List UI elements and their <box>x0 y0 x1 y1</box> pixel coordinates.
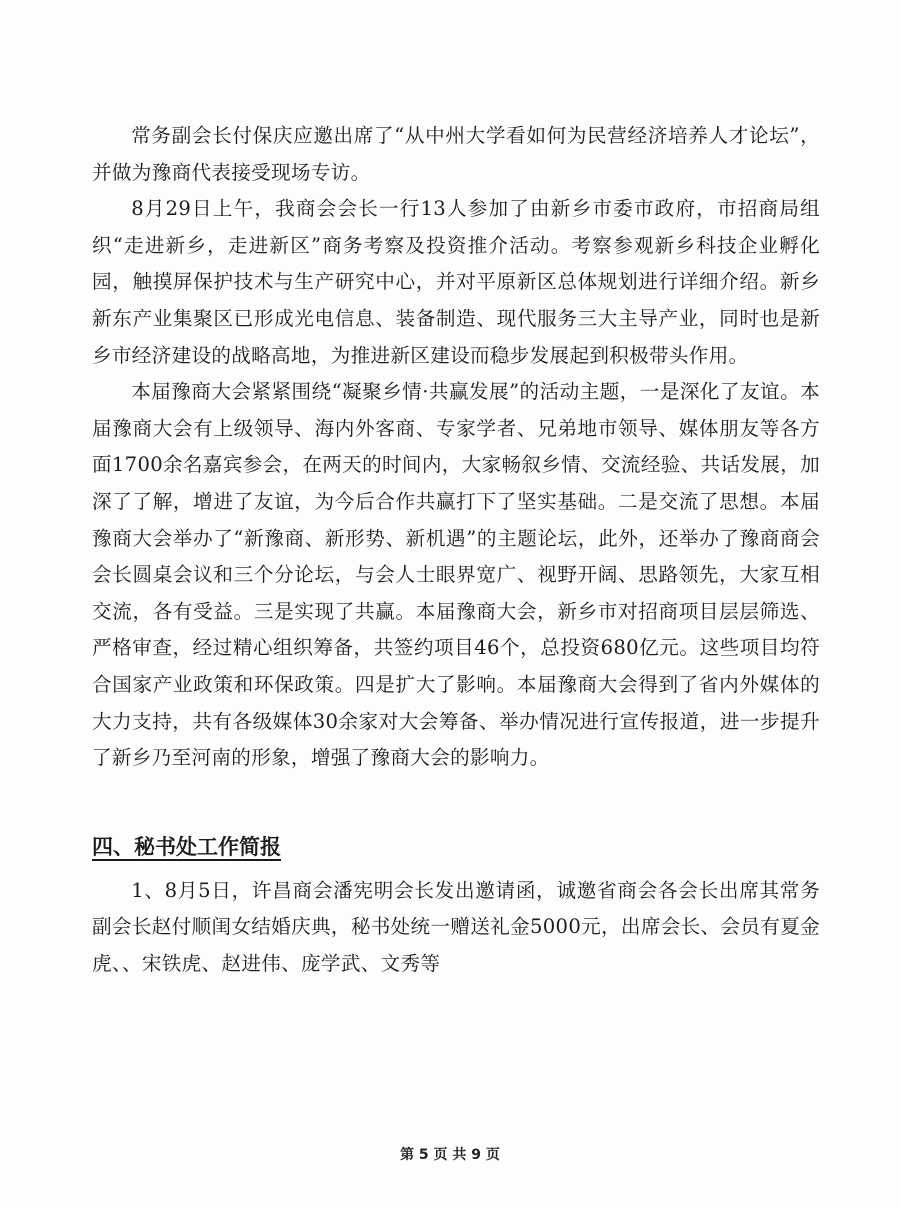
page-footer: 第 5 页 共 9 页 <box>400 1147 500 1163</box>
paragraph-secretariat-item-1: 1、8月5日，许昌商会潘宪明会长发出邀请函，诚邀省商会各会长出席其常务副会长赵付顺闺女结婚庆典，秘书处统一赠送礼金5000元，出席会长、会员有夏金虎、、宋铁虎、赵进伟、庞学武、文秀等 <box>92 878 820 975</box>
paragraph-conference-summary: 本届豫商大会紧紧围绕“凝聚乡情·共赢发展”的活动主题，一是深化了友谊。本届豫商大会有上级领导、海内外客商、专家学者、兄弟地市领导、媒体朋友等各方面1700余名嘉宾参会，在两天的时间内，大家畅叙乡情、交流经验、共话发展，加深了了解，增进了友谊，为今后合作共赢打下了坚实基础。二是交流了思想。本届豫商大会举办了“新豫商、新形势、新机遇”的主题论坛，此外，还举办了豫商商会会长圆桌会议和三个分论坛，与会人士眼界宽广、视野开阔、思路领先，大家互相交流，各有受益。三是实现了共赢。本届豫商大会，新乡市对招商项目层层筛选、严格审查，经过精心组织筹备，共签约项目46个，总投资680亿元。这些项目均符合国家产业政策和环保政策。四是扩大了影响。本届豫商大会得到了省内外媒体的大力支持，共有各级媒体30余家对大会筹备、举办情况进行宣传报道，进一步提升了新乡乃至河南的形象，增强了豫商大会的影响力。 <box>92 380 820 770</box>
paragraph-forum: 常务副会长付保庆应邀出席了“从中州大学看如何为民营经济培养人才论坛”，并做为豫商代表接受现场专访。 <box>92 124 820 184</box>
section-heading: 四、秘书处工作简报 <box>92 834 281 859</box>
page-content <box>92 118 820 982</box>
paragraph-xinxiang-visit: 8月29日上午，我商会会长一行13人参加了由新乡市委市政府，市招商局组织“走进新乡，走进新区”商务考察及投资推介活动。考察参观新乡科技企业孵化园，触摸屏保护技术与生产研究中心，并对平原新区总体规划进行详细介绍。新乡新东产业集聚区已形成光电信息、装备制造、现代服务三大主导产业，同时也是新乡市经济建设的战略高地，为推进新区建设而稳步发展起到积极带头作用。 <box>92 197 820 367</box>
